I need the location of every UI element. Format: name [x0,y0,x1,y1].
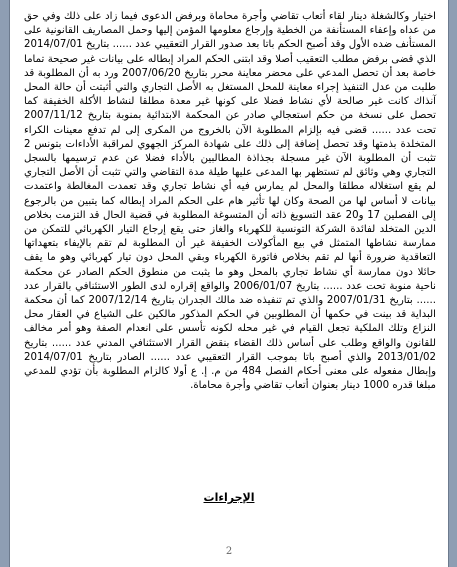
body-text [24,10,436,393]
document-page[interactable] [9,0,449,567]
page-number: 2 [225,546,233,557]
section-heading: الإجراءات [203,491,255,504]
paragraph: اختيار وكالشغلة دينار لقاء أتعاب تقاضي وأجرة محاماة وبرفض الدعوى فيما زاد على ذلك وفي حق من عداه وإعفاء المستأنفة من الخطية وإرجاع معلومها المؤمن إليها وحمل المصاريف القانونية على المستأنف ضده الأول وقد أصبح الحكم باتا بعد صدور القرار التعقيبي عدد ...... بتاريخ 2014/07/01 الذي قضى برفض مطلب التعقيب أصلا وقد ابتنى الحكم المراد إبطاله على بيانات غير صحيحة تماما خاصة بعد أن تحصل المدعي على محضر معاينة محرر بتاريخ 2007/06/20 ورد به أن المطلوبة قد طلبت من عدل التنفيذ إجراء معاينة للمحل المستغل به الأصل التجاري والتي أثبتت أن حالة المحل آنذاك كانت غير صالحة لأي نشاط فضلا على كونها غير معدة مطلقا لنشاط الأكلة الخفيفة كما تحصل على نسخة من حكم استعجالي صادر عن المحكمة الابتدائية بمنوبة بتاريخ 2007/11/12 تحت عدد ...... قضى فيه بإلزام المطلوبة الآن بالخروج من المكرى إلى لم تدفع معينات الكراء المتخلدة بذمتها وقد تحصل إضافة إلى ذلك على شهادة المركز الجهوي لمراقبة الأداءات بتونس 2 تثبت أن المطلوبة الآن غير مسجلة بجذاذة المطالبين بالأداء فضلا عن عدم ترسيمها بالسجل التجاري وهي وثائق لم تستظهر بها المدعى عليها طيلة مدة التقاضي والتي تثبت أن الأصل التجاري لم يقع استغلاله مطلقا والمحل لم يمارس فيه أي نشاط تجاري وقد تعمدت المغالطة واعتمدت بيانات لا أساس لها من الصحة وكان لها تأثير هام على الحكم المراد إبطاله كما يتبين من بالرجوع إلى الفصلين 17 و20 عقد التسويغ ذاته أن المتسوغة المطلوبة في قضية الحال قد التزمت بخلاص الدين المتخلد لفائدة الشركة التونسية للكهرباء والغاز حتى يقع إرجاع التيار الكهربائي للتمكن من ممارسة نشاطها المتمثل في بيع المأكولات الخفيفة غير أن المطلوبة لم تقم بالإيفاء بتعهداتها التعاقدية ضرورة أنها لم تقم بخلاص فاتورة الكهرباء وبقي المحل دون تيار كهربائي وهو ما يقف حائلا دون ممارسة أي نشاط تجاري بالمحل وهو ما يثبت من منطوق الحكم الصادر عن محكمة ناحية منوبة تحت عدد ...... بتاريخ 2006/01/07 والواقع إقراره لدى الطور الاستئنافي بالقرار عدد ...... بتاريخ 2007/01/31 والذي تم تنفيذه ضد مالك الجدران بتاريخ 2007/12/14 كما أن محكمة البداية قد بينت في حكمها أن المطلوبين في الحكم المذكور مالكين على الشياع في العقار محل النزاع وتلك الملكية تجعل القيام في غير محله لكونه تأسس على انعدام الصفة وهو أمر مخالف للقانون والواقع وطلب على أساس ذلك القضاء بنقض القرار الاستئنافي المدني عدد ...... بتاريخ 2013/01/02 والذي أصبح باتا بموجب القرار التعقيبي عدد ...... الصادر بتاريخ 2014/07/01 وإبطال مفعوله على معنى أحكام الفصل 484 من م. إ. ع أولا كالزام المطلوبة بأن تؤدي للمدعي مبلغا قدره 1000 دينار بعنوان أتعاب تقاضي وأجرة محاماة. [24,11,437,392]
